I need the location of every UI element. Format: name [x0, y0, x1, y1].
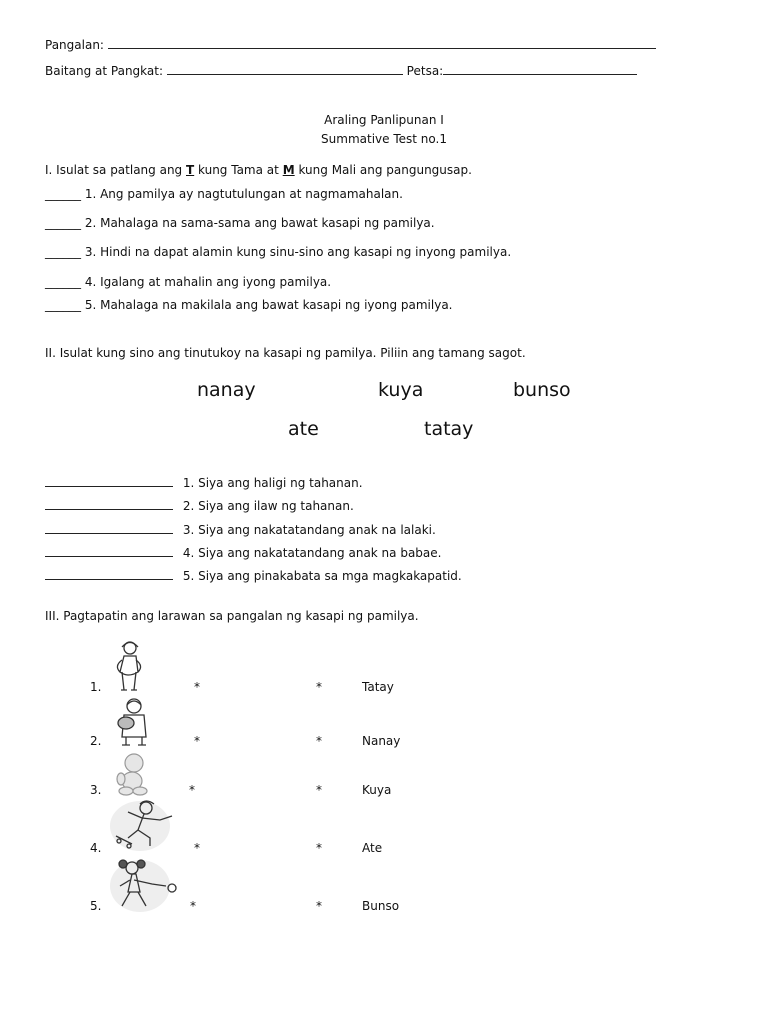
row-number: 1.: [90, 680, 102, 694]
part2-item: 2. Siya ang ilaw ng tahanan.: [45, 499, 354, 513]
choice-word: tatay: [424, 418, 474, 440]
part1-item: ______ 5. Mahalaga na makilala ang bawat kasapi ng iyong pamilya.: [45, 298, 453, 312]
match-name: Kuya: [362, 783, 392, 797]
match-dot-right[interactable]: *: [316, 899, 322, 913]
match-dot-left[interactable]: *: [194, 841, 200, 855]
match-dot-left[interactable]: *: [190, 899, 196, 913]
answer-blank[interactable]: [45, 569, 173, 580]
name-line: [45, 38, 656, 52]
match-dot-right[interactable]: *: [316, 841, 322, 855]
father-with-baby-drawing[interactable]: [108, 697, 156, 747]
answer-blank[interactable]: ______: [45, 187, 81, 201]
date-label: Petsa:: [406, 64, 444, 78]
girl-playing-drawing[interactable]: [106, 856, 180, 914]
grade-blank[interactable]: [167, 64, 403, 75]
answer-blank[interactable]: ______: [45, 216, 81, 230]
part1-item: ______ 4. Igalang at mahalin ang iyong pamilya.: [45, 275, 332, 289]
part1-item: ______ 1. Ang pamilya ay nagtutulungan at nagmamahalan.: [45, 187, 403, 201]
choice-word: nanay: [197, 379, 256, 401]
name-label: Pangalan:: [45, 38, 104, 52]
part2-item: 4. Siya ang nakatatandang anak na babae.: [45, 546, 441, 560]
date-blank[interactable]: [443, 64, 637, 75]
match-name: Tatay: [362, 680, 394, 694]
row-number: 4.: [90, 841, 102, 855]
boy-skateboarding-drawing[interactable]: [106, 798, 178, 854]
part2-item: 5. Siya ang pinakabata sa mga magkakapatid.: [45, 569, 462, 583]
part1-item: ______ 2. Mahalaga na sama-sama ang bawat kasapi ng pamilya.: [45, 216, 435, 230]
answer-blank[interactable]: [45, 523, 173, 534]
title-line-1: Araling Panlipunan I: [324, 113, 444, 127]
match-dot-left[interactable]: *: [194, 680, 200, 694]
t-letter: T: [186, 163, 195, 177]
match-dot-right[interactable]: *: [316, 783, 322, 797]
pregnant-mother-drawing[interactable]: [108, 638, 152, 694]
match-name: Ate: [362, 841, 383, 855]
answer-blank[interactable]: [45, 546, 173, 557]
baby-drawing[interactable]: [112, 751, 152, 797]
grade-date-line: [45, 64, 637, 78]
m-letter: M: [282, 163, 295, 177]
answer-blank[interactable]: [45, 476, 173, 487]
match-dot-left[interactable]: *: [194, 734, 200, 748]
answer-blank[interactable]: ______: [45, 245, 81, 259]
match-dot-left[interactable]: *: [189, 783, 195, 797]
row-number: 3.: [90, 783, 102, 797]
answer-blank[interactable]: ______: [45, 275, 81, 289]
row-number: 2.: [90, 734, 102, 748]
row-number: 5.: [90, 899, 102, 913]
choice-word: bunso: [513, 379, 571, 401]
title-line-2: Summative Test no.1: [321, 132, 447, 146]
part2-item: 3. Siya ang nakatatandang anak na lalaki.: [45, 523, 436, 537]
match-dot-right[interactable]: *: [316, 734, 322, 748]
part1-instruction: I. Isulat sa patlang ang T kung Tama at M kung Mali ang pangungusap.: [45, 163, 472, 177]
answer-blank[interactable]: ______: [45, 298, 81, 312]
choice-word: kuya: [378, 379, 424, 401]
part2-instruction: II. Isulat kung sino ang tinutukoy na kasapi ng pamilya. Piliin ang tamang sagot.: [45, 346, 526, 360]
match-name: Bunso: [362, 899, 400, 913]
match-name: Nanay: [362, 734, 401, 748]
name-blank[interactable]: [108, 38, 656, 49]
choice-word: ate: [288, 418, 319, 440]
match-dot-right[interactable]: *: [316, 680, 322, 694]
part2-item: 1. Siya ang haligi ng tahanan.: [45, 476, 363, 490]
answer-blank[interactable]: [45, 499, 173, 510]
grade-label: Baitang at Pangkat:: [45, 64, 164, 78]
part1-item: ______ 3. Hindi na dapat alamin kung sinu-sino ang kasapi ng inyong pamilya.: [45, 245, 512, 259]
part3-instruction: III. Pagtapatin ang larawan sa pangalan ng kasapi ng pamilya.: [45, 609, 419, 623]
